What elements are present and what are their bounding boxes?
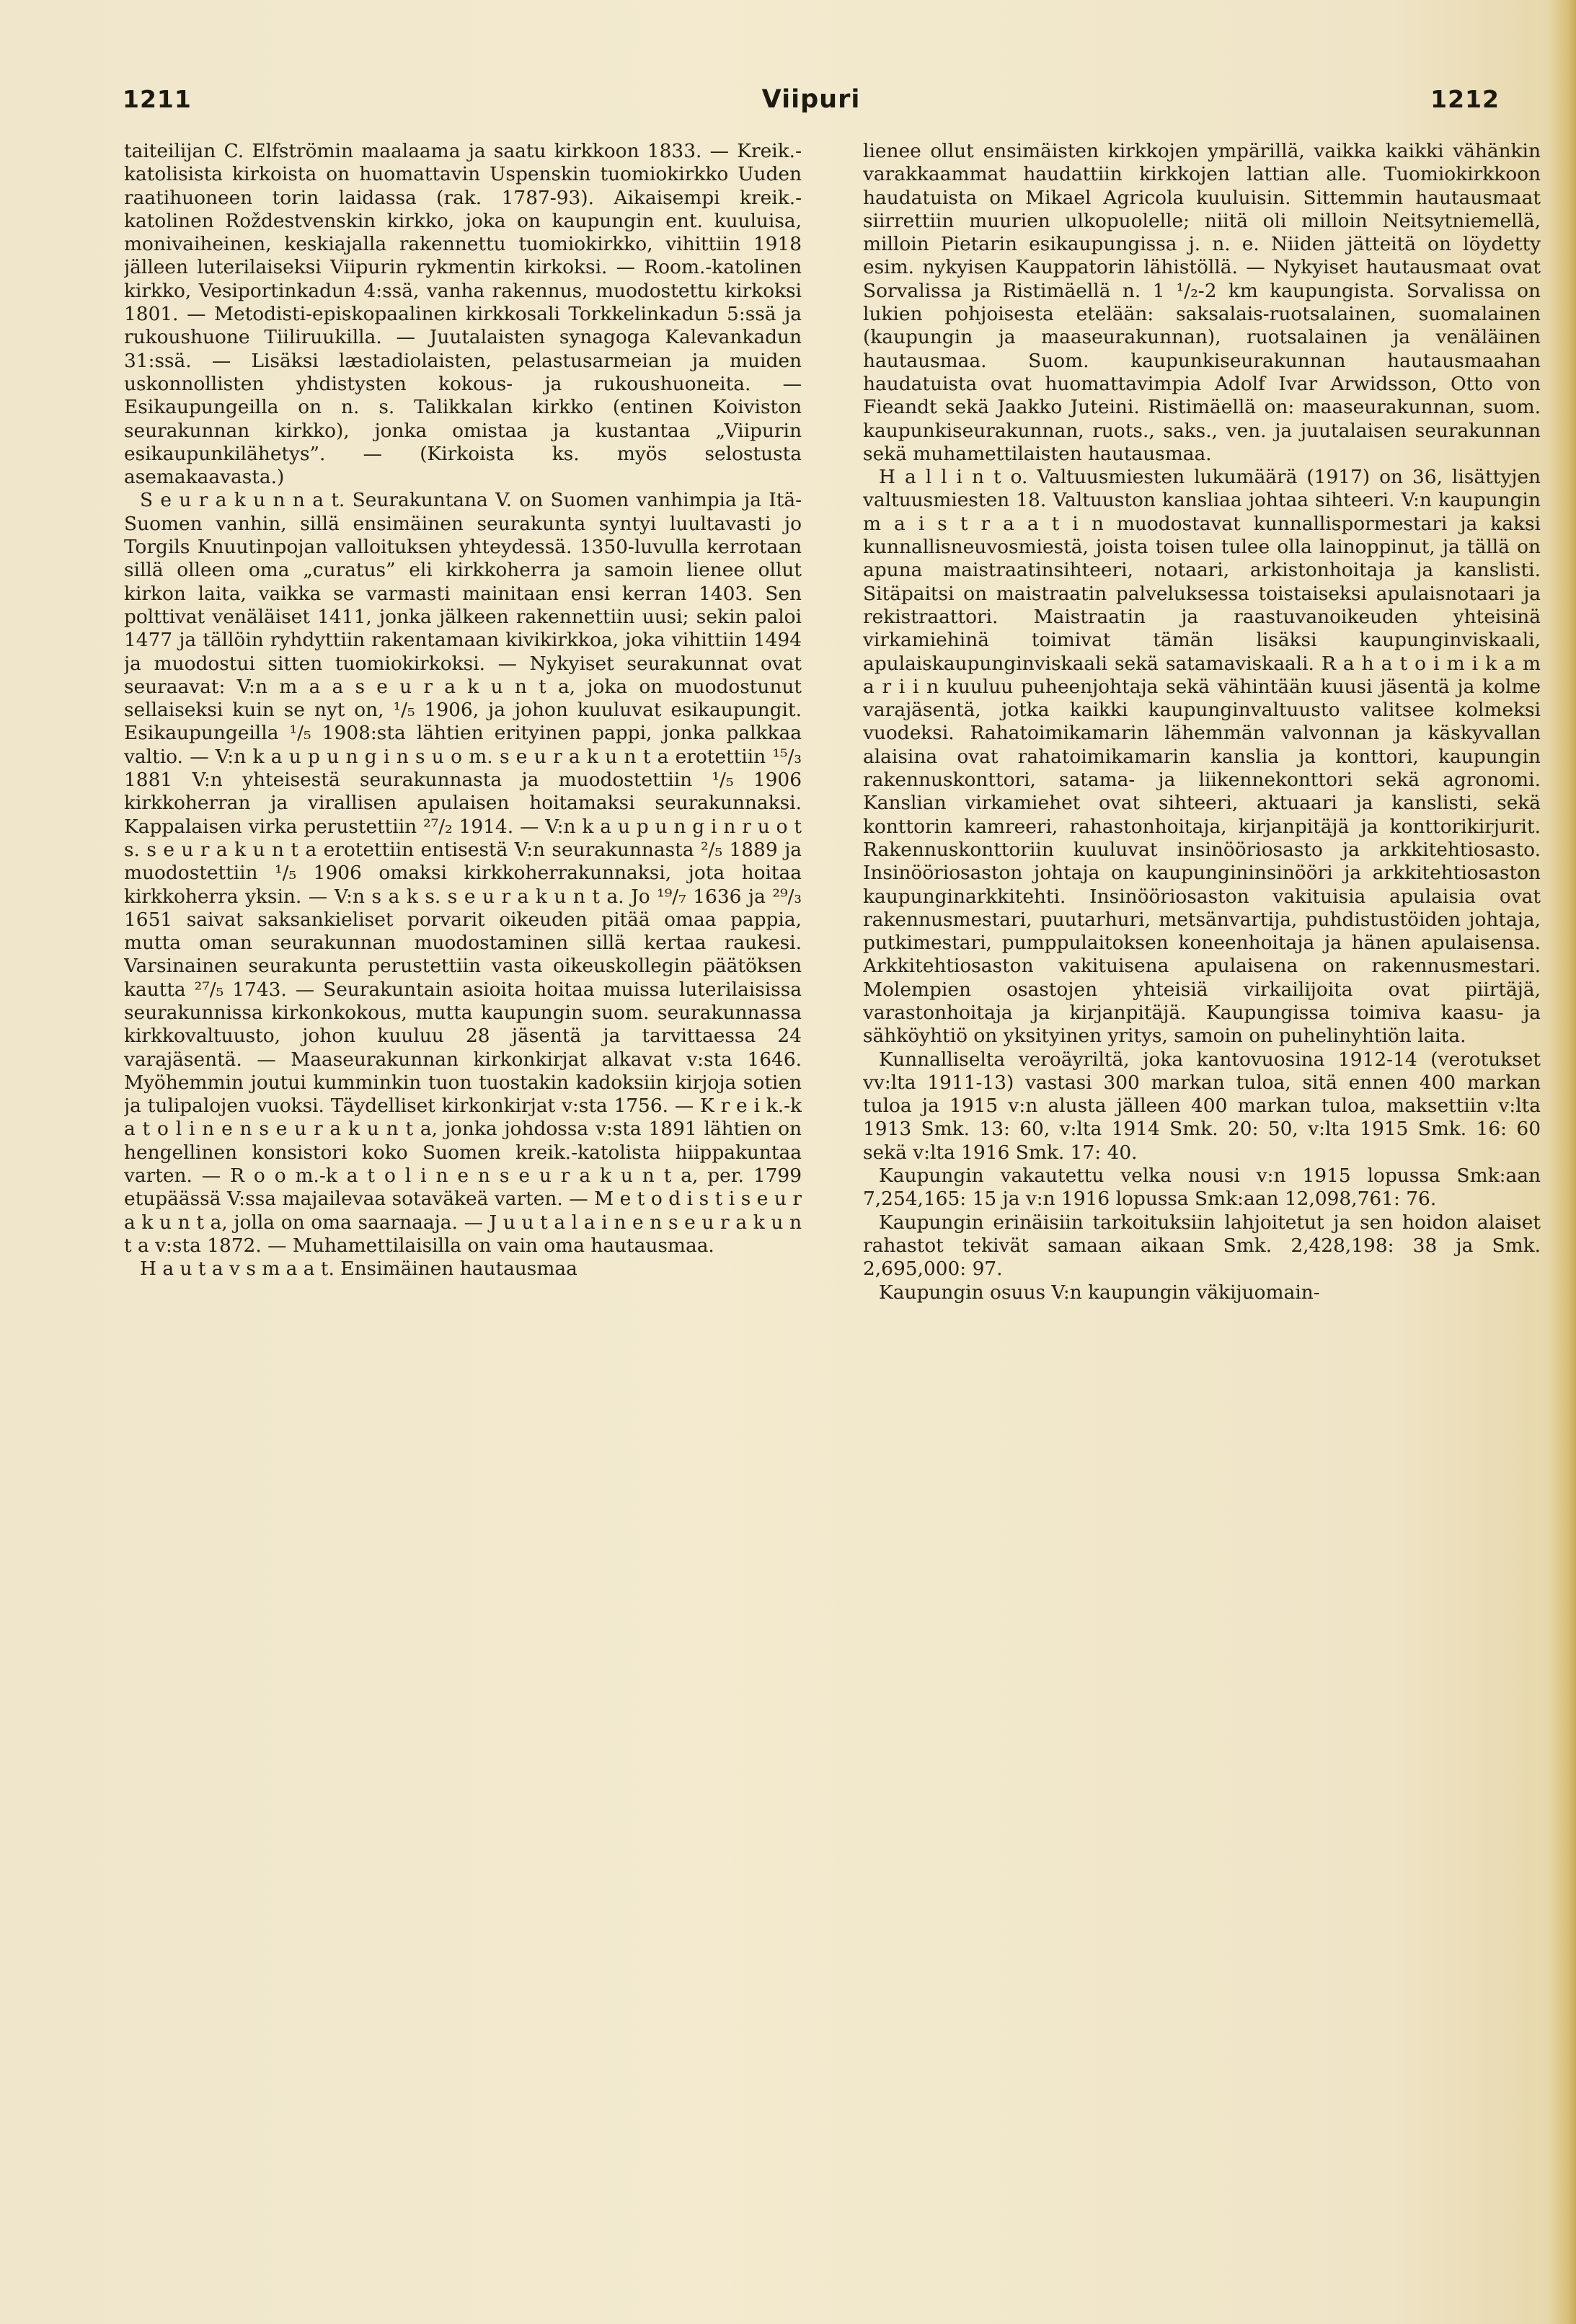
running-title: Viipuri bbox=[761, 85, 861, 114]
right-page-number: 1212 bbox=[1430, 85, 1500, 113]
paragraph-funds: Kaupungin erinäisiin tarkoituksiin lahjoitetut ja sen hoidon alaiset rahastot tekivät samaan aikaan Smk. 2,428,198: 38 ja Smk. 2,695,000: 97. bbox=[863, 1211, 1541, 1281]
paragraph-cemeteries-cont: lienee ollut ensimäisten kirkkojen ympärillä, vaikka kaikki vähänkin varakkaammat haudattiin kirkkojen lattian alle. Tuomiokirkkoon haudatuista on Mikael Agricola kuuluisin. Sittemmin hautausmaat siirrettiin muurien ulkopuolelle; niitä oli milloin Neitsytniemellä, milloin Pietarin esikaupungissa j. n. e. Niiden jätteitä on löydetty esim. nykyisen Kauppatorin lähistöllä. — Nykyiset hautausmaat ovat Sorvalissa ja Ristimäellä n. 1 ¹/₂-2 km kaupungista. Sorvalissa on lukien pohjoisesta etelään: saksalais-ruotsalainen, suomalainen (kaupungin ja maaseurakunnan), ruotsalainen ja venäläinen hautausmaa. Suom. kaupunkiseurakunnan hautausmaahan haudatuista ovat huomattavimpia Adolf Ivar Arwidsson, Otto von Fieandt sekä Jaakko Juteini. Ristimäellä on: maaseurakunnan, suom. kaupunkiseurakunnan, ruots., saks., ven. ja juutalaisen seurakunnan sekä muhamettilaisten hautausmaa. bbox=[863, 140, 1541, 465]
paragraph-churches: taiteilijan C. Elfströmin maalaama ja saatu kirkkoon 1833. — Kreik.-katolisista kirkoista on huomattavin Uspenskin tuomiokirkko Uuden raatihuoneen torin laidassa (rak. 1787-93). Aikaisempi kreik.-katolinen Roždestvenskin kirkko, joka on kaupungin ent. kuuluisa, monivaiheinen, keskiajalla rakennettu tuomiokirkko, vihittiin 1918 jälleen luterilaiseksi Viipurin rykmentin kirkoksi. — Room.-katolinen kirkko, Vesiportinkadun 4:ssä, vanha rakennus, muodostettu kirkoksi 1801. — Metodisti-episkopaalinen kirkkosali Torkkelinkadun 5:ssä ja rukoushuone Tiiliruukilla. — Juutalaisten synagoga Kalevankadun 31:ssä. — Lisäksi læstadiolaisten, pelastusarmeian ja muiden uskonnollisten yhdistysten kokous- ja rukoushuoneita. — Esikaupungeilla on n. s. Talikkalan kirkko (entinen Koiviston seurakunnan kirkko), jonka omistaa ja kustantaa „Viipurin esikaupunkilähetys”. — (Kirkoista ks. myös selostusta asemakaavasta.) bbox=[124, 140, 802, 489]
paragraph-liquor-share: Kaupungin osuus V:n kaupungin väkijuomain- bbox=[879, 1281, 1320, 1304]
paragraph-debt: Kaupungin vakautettu velka nousi v:n 1915 lopussa Smk:aan 7,254,165: 15 ja v:n 1916 lopussa Smk:aan 12,098,761: 76. bbox=[863, 1165, 1541, 1211]
paragraph-parishes: S e u r a k u n n a t. Seurakuntana V. on Suomen vanhimpia ja Itä-Suomen vanhin, sillä ensimäinen seurakunta syntyi luultavasti jo Torgils Knuutinpojan valloituksen yhteydessä. 1350-luvulla kerrotaan sillä olleen oma „curatus” eli kirkkoherra ja samoin lienee ollut kirkon laita, vaikka se varmasti mainitaan ensi kerran 1403. Sen polttivat venäläiset 1411, jonka jälkeen rakennettiin uusi; sekin paloi 1477 ja tällöin ryhdyttiin rakentamaan kivikirkkoa, joka vihittiin 1494 ja muodostui sitten tuomiokirkoksi. — Nykyiset seurakunnat ovat seuraavat: V:n m a a s e u r a k u n t a, joka on muodostunut sellaiseksi kuin se nyt on, ¹/₅ 1906, ja johon kuuluvat esikaupungit. Esikaupungeilla ¹/₅ 1908:sta lähtien erityinen pappi, jonka palkkaa valtio. — V:n k a u p u n g i n s u o m. s e u r a k u n t a erotettiin ¹⁵/₃ 1881 V:n yhteisestä seurakunnasta ja muodostettiin ¹/₅ 1906 kirkkoherran ja virallisen apulaisen hoitamaksi seurakunnaksi. Kappalaisen virka perustettiin ²⁷/₂ 1914. — V:n k a u p u n g i n r u o t s. s e u r a k u n t a erotettiin entisestä V:n seurakunnasta ²/₅ 1889 ja muodostettiin ¹/₅ 1906 omaksi kirkkoherrakunnaksi, jota hoitaa kirkkoherra yksin. — V:n s a k s. s e u r a k u n t a. Jo ¹⁹/₇ 1636 ja ²⁹/₃ 1651 saivat saksankieliset porvarit oikeuden pitää omaa pappia, mutta oman seurakunnan muodostaminen sillä kertaa raukesi. Varsinainen seurakunta perustettiin vasta oikeuskollegin päätöksen kautta ²⁷/₅ 1743. — Seurakuntain asioita hoitaa muissa luterilaisissa seurakunnissa kirkonkokous, mutta kaupungin suom. seurakunnassa kirkkovaltuusto, johon kuuluu 28 jäsentä ja tarvittaessa 24 varajäsentä. — Maaseurakunnan kirkonkirjat alkavat v:sta 1646. Myöhemmin joutui kumminkin tuon tuostakin kadoksiin kirjoja sotien ja tulipalojen vuoksi. Täydelliset kirkonkirjat v:sta 1756. — K r e i k.-k a t o l i n e n s e u r a k u n t a, jonka johdossa v:sta 1891 lähtien on hengellinen konsistori koko Suomen kreik.-katolista hiippakuntaa varten. — R o o m.-k a t o l i n e n s e u r a k u n t a, per. 1799 etupäässä V:ssa majailevaa sotaväkeä varten. — M e t o d i s t i s e u r a k u n t a, jolla on oma saarnaaja. — J u u t a l a i n e n s e u r a k u n t a v:sta 1872. — Muhamettilaisilla on vain oma hautausmaa. bbox=[124, 489, 802, 1257]
left-text-column bbox=[124, 140, 802, 2202]
page-edge-shadow bbox=[1547, 0, 1576, 2324]
left-page-number: 1211 bbox=[123, 85, 192, 113]
page-header bbox=[123, 85, 1500, 128]
paragraph-taxes: Kunnalliselta veroäyriltä, joka kantovuosina 1912-14 (verotukset vv:lta 1911-13) vastasi 300 markan tuloa, sitä ennen 400 markan tuloa ja 1915 v:n alusta jälleen 400 markan tuloa, maksettiin v:lta 1913 Smk. 13: 60, v:lta 1914 Smk. 20: 50, v:lta 1915 Smk. 16: 60 sekä v:lta 1916 Smk. 17: 40. bbox=[863, 1048, 1541, 1164]
paragraph-cemeteries-start: H a u t a v s m a a t. Ensimäinen hautausmaa bbox=[140, 1258, 577, 1281]
paragraph-administration: H a l l i n t o. Valtuusmiesten lukumäärä (1917) on 36, lisättyjen valtuusmiesten 18. Valtuuston kansliaa johtaa sihteeri. V:n kaupungin m a i s t r a a t i n muodostavat kunnallispormestari ja kaksi kunnallisneuvosmiestä, joista toisen tulee olla lainoppinut, ja tällä on apuna maistraatinsihteeri, notaari, arkistonhoitaja ja kanslisti. Sitäpaitsi on maistraatin palveluksessa toistaiseksi apulaisnotaari ja rekistraattori. Maistraatin ja raastuvanoikeuden yhteisinä virkamiehinä toimivat tämän lisäksi kaupunginviskaali, apulaiskaupunginviskaali sekä satamaviskaali. R a h a t o i m i k a m a r i i n kuuluu puheenjohtaja sekä vähintään kuusi jäsentä ja kolme varajäsentä, jotka kaikki kaupunginvaltuusto valitsee kolmeksi vuodeksi. Rahatoimikamarin lähemmän valvonnan ja käskyvallan alaisina ovat rahatoimikamarin kanslia ja konttori, kaupungin rakennuskonttori, satama- ja liikennekonttori sekä agronomi. Kanslian virkamiehet ovat sihteeri, aktuaari ja kanslisti, sekä konttorin kamreeri, rahastonhoitaja, kirjanpitäjä ja konttorikirjurit. Rakennuskonttoriin kuuluvat insinööriosasto ja arkkitehtiosasto. Insinööriosaston johtaja on kaupungininsinööri ja arkkitehtiosaston kaupunginarkkitehti. Insinööriosaston vakituisia apulaisia ovat rakennusmestari, puutarhuri, metsänvartija, puhdistustöiden johtaja, putkimestari, pumppulaitoksen koneenhoitaja ja hänen apulaisensa. Arkkitehtiosaston vakituisena apulaisena on rakennusmestari. Molempien osastojen yhteisiä virkailijoita ovat piirtäjä, varastonhoitaja ja kirjanpitäjä. Kaupungissa toimiva kaasu- ja sähköyhtiö on yksityinen yritys, samoin on puhelinyhtiön laita. bbox=[863, 466, 1541, 1048]
right-text-column bbox=[863, 140, 1541, 2202]
